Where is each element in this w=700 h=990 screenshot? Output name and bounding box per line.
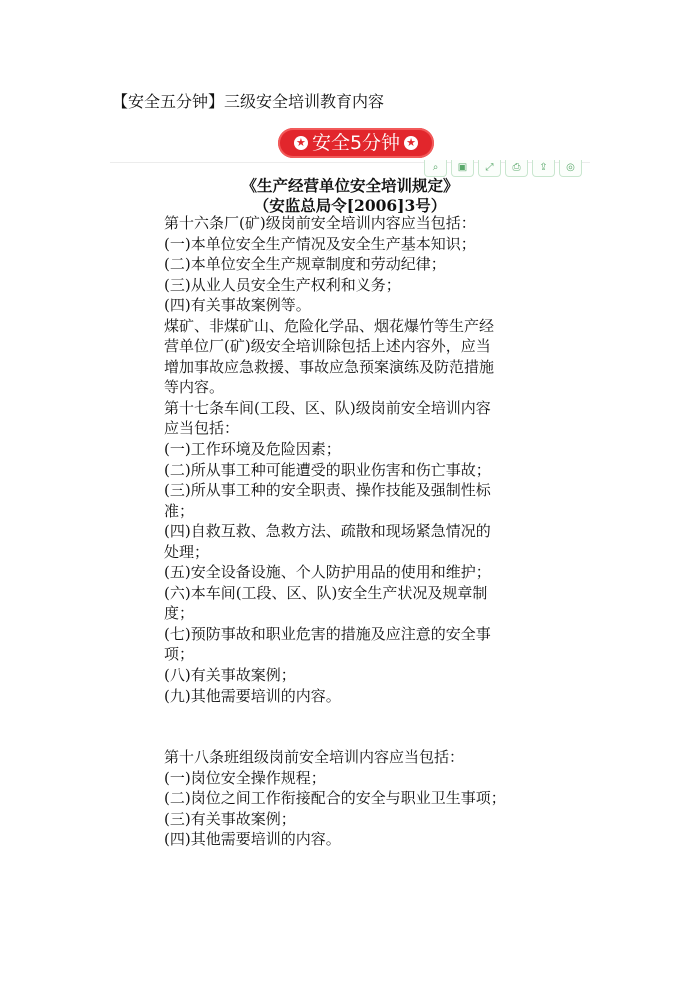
document-line: (六)本车间(工段、区、队)安全生产状况及规章制: [164, 583, 488, 602]
document-line: (四)其他需要培训的内容。: [164, 830, 341, 849]
banner-text: 安全5分钟: [311, 132, 401, 154]
document-line: (二)所从事工种可能遭受的职业伤害和伤亡事故；: [164, 460, 491, 479]
document-line: 营单位厂(矿)级安全培训除包括上述内容外，应当: [164, 337, 491, 356]
document-body: [164, 213, 544, 850]
document-line: (一)岗位安全操作规程；: [164, 768, 326, 787]
document-subheading: （安监总局令[2006]3号）: [253, 196, 447, 215]
document-line: 第十七条车间(工段、区、队)级岗前安全培训内容: [164, 398, 491, 417]
document-line: (七)预防事故和职业危害的措施及应注意的安全事: [164, 624, 491, 643]
expand-icon[interactable]: ⤢: [478, 160, 501, 177]
document-line: (三)有关事故案例；: [164, 809, 296, 828]
document-line: 处理；: [164, 542, 210, 561]
document-line: (二)岗位之间工作衔接配合的安全与职业卫生事项；: [164, 789, 506, 808]
document-line: (三)所从事工种的安全职责、操作技能及强制性标: [164, 481, 491, 500]
document-line: 准；: [164, 501, 195, 520]
document-line: 度；: [164, 604, 195, 623]
document-line: 项；: [164, 645, 195, 664]
document-line: (五)安全设备设施、个人防护用品的使用和维护；: [164, 563, 491, 582]
document-line: 增加事故应急救援、事故应急预案演练及防范措施: [164, 357, 495, 376]
document-line: (三)从业人员安全生产权利和义务；: [164, 275, 401, 294]
document-line: [164, 727, 544, 748]
document-heading: 《生产经营单位安全培训规定》: [241, 176, 459, 195]
document-line: (二)本单位安全生产规章制度和劳动纪律；: [164, 255, 446, 274]
document-line: (八)有关事故案例；: [164, 666, 296, 685]
save-icon[interactable]: ▣: [451, 160, 474, 177]
document-line: (四)有关事故案例等。: [164, 296, 311, 315]
print-icon[interactable]: ⎙: [505, 160, 528, 177]
document-line: (九)其他需要培训的内容。: [164, 686, 341, 705]
safety-banner: [278, 128, 434, 158]
document-line: (一)本单位安全生产情况及安全生产基本知识；: [164, 234, 476, 253]
document-line: 应当包括：: [164, 419, 240, 438]
document-line: [164, 706, 544, 727]
document-line: 第十八条班组级岗前安全培训内容应当包括：: [164, 748, 465, 767]
zoom-icon[interactable]: ⌕: [424, 160, 447, 177]
document-line: (四)自救互救、急救方法、疏散和现场紧急情况的: [164, 522, 491, 541]
document-line: (一)工作环境及危险因素；: [164, 440, 341, 459]
view-icon[interactable]: ◎: [559, 160, 582, 177]
page-title: 【安全五分钟】三级安全培训教育内容: [112, 92, 385, 111]
share-icon[interactable]: ⇪: [532, 160, 555, 177]
document-line: 等内容。: [164, 378, 225, 397]
star-icon: ★: [294, 136, 308, 150]
document-line: 煤矿、非煤矿山、危险化学品、烟花爆竹等生产经: [164, 316, 495, 335]
document-line: 第十六条厂(矿)级岗前安全培训内容应当包括：: [164, 214, 476, 232]
star-icon: ★: [404, 136, 418, 150]
